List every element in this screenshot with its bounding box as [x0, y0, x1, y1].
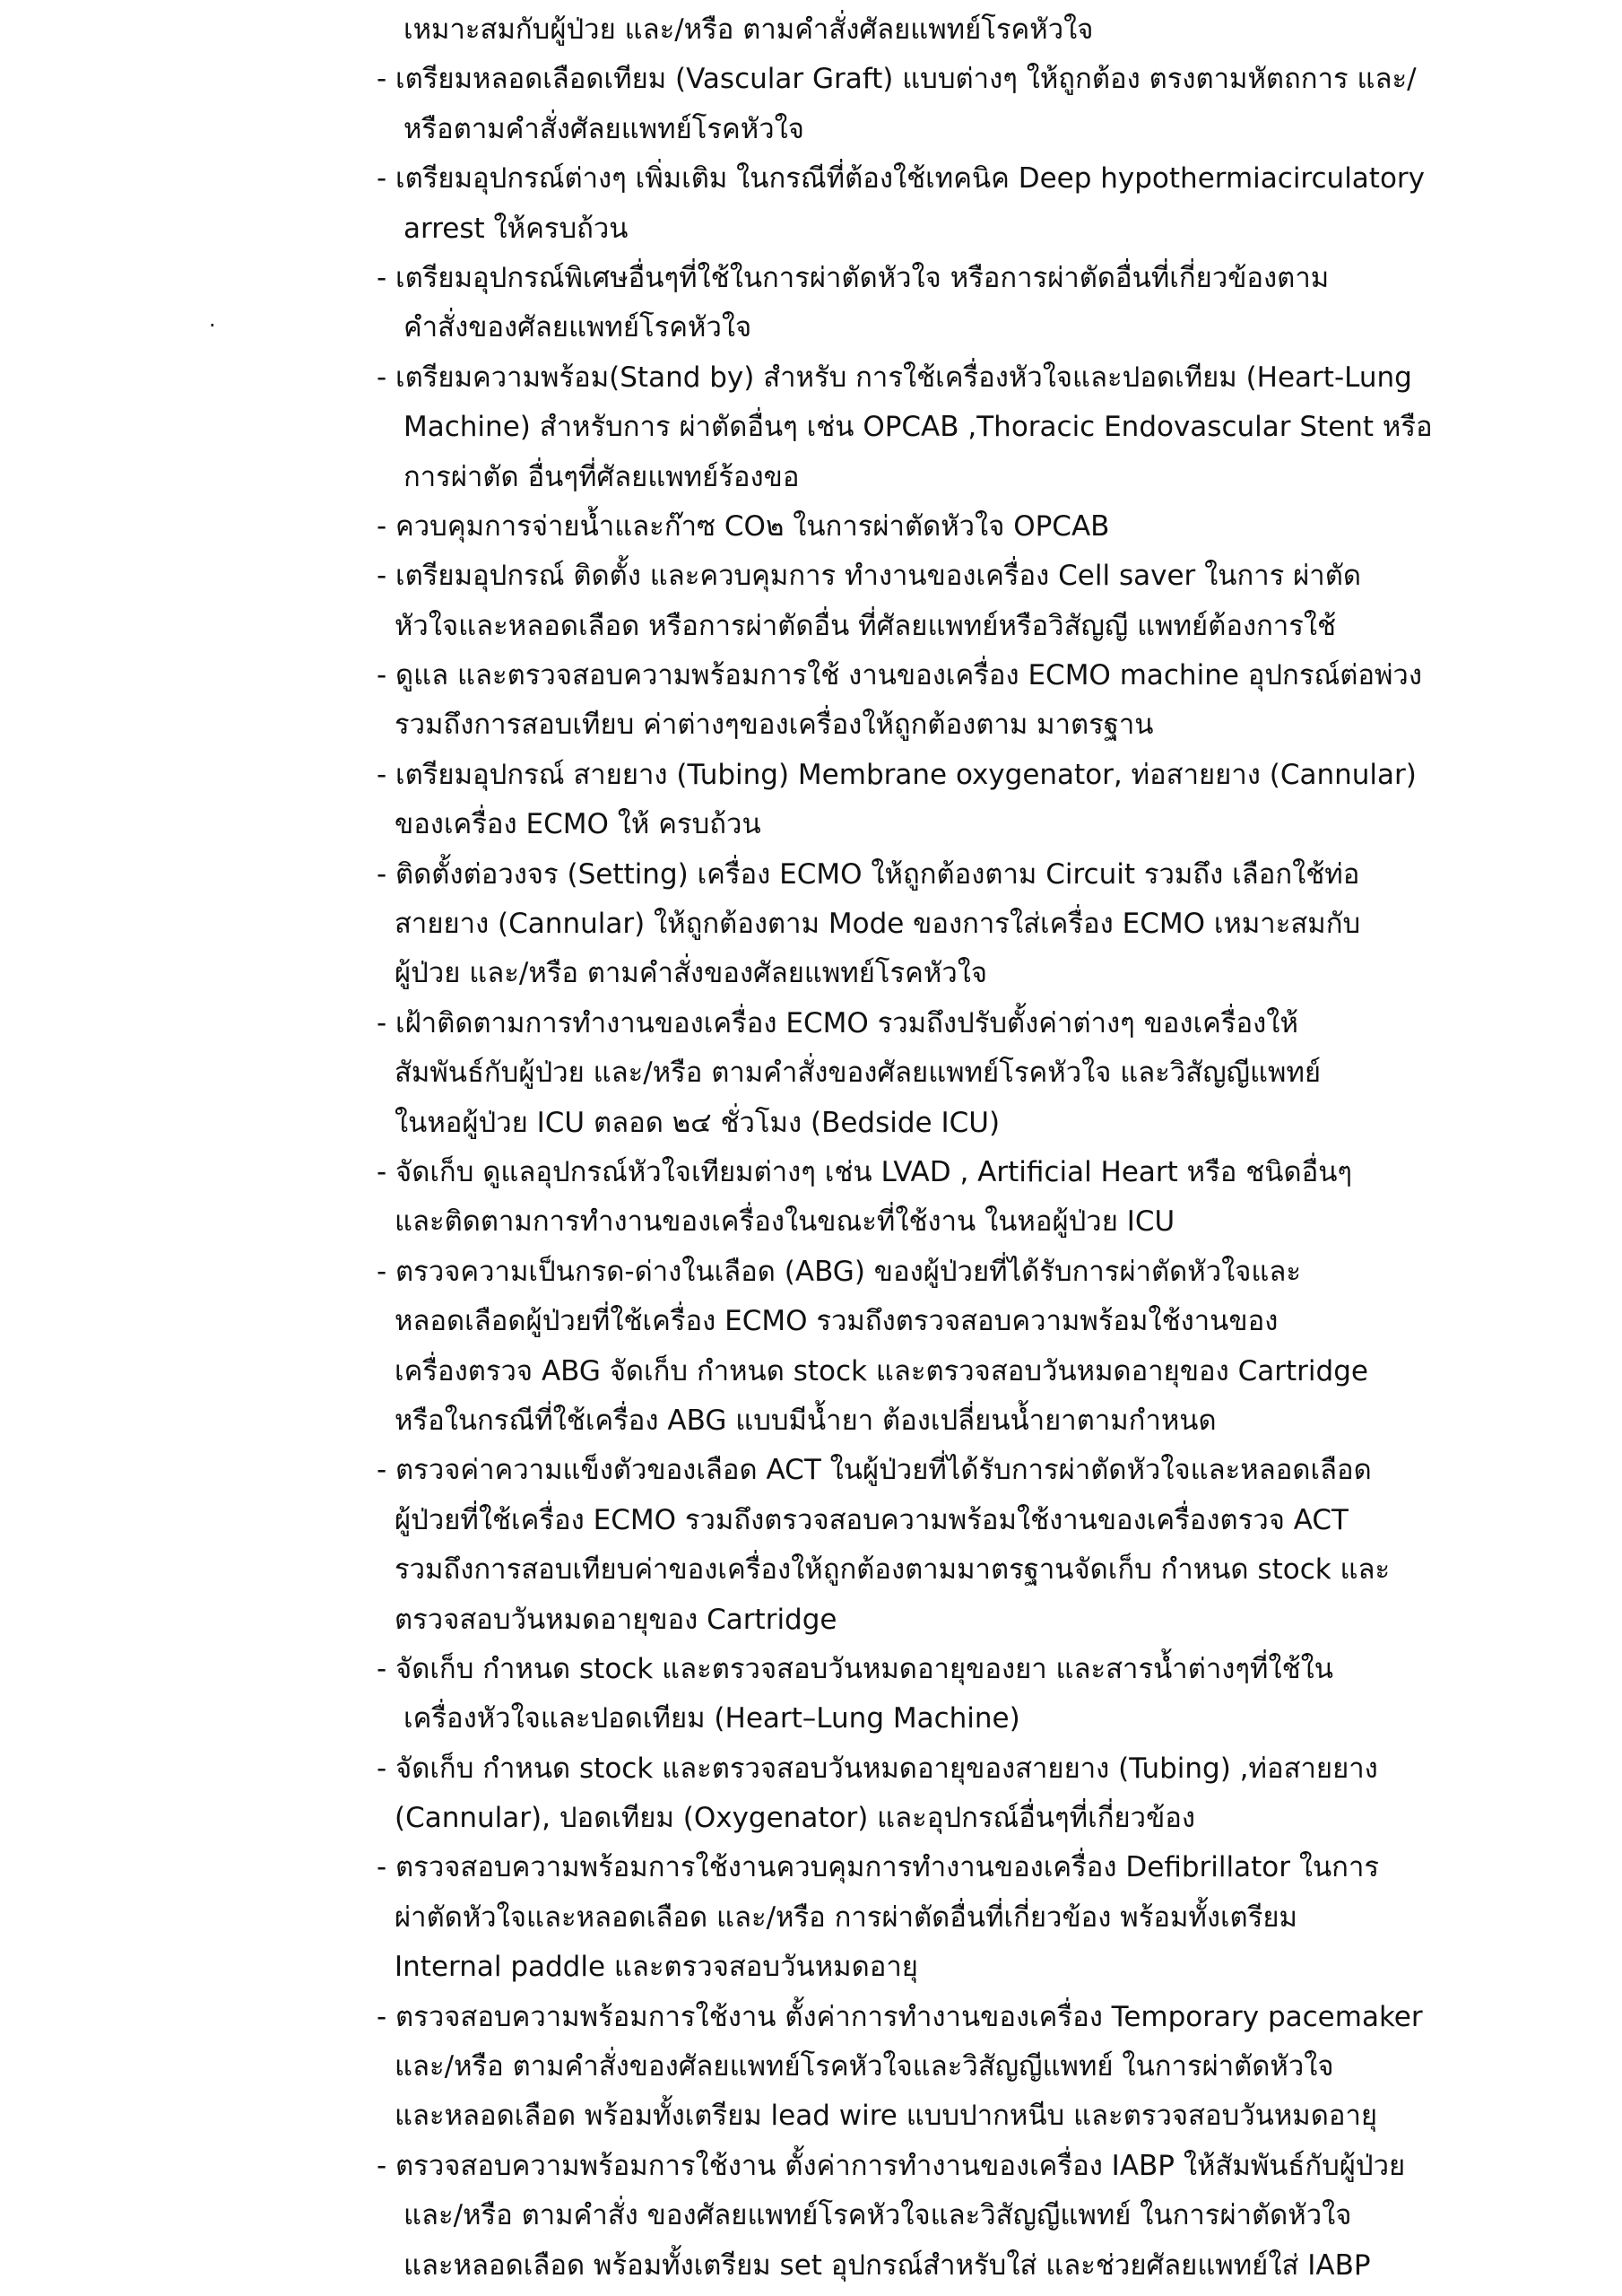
- list-item-continuation-line: และ/หรือ ตามคำสั่งของศัลยแพทย์โรคหัวใจและวิสัญญีแพทย์ ในการผ่าตัดหัวใจ: [395, 2050, 1334, 2083]
- list-item-continuation-line: และหลอดเลือด พร้อมทั้งเตรียม lead wire แบบปากหนีบ และตรวจสอบวันหมดอายุ: [395, 2100, 1378, 2133]
- list-item-continuation-line: สายยาง (Cannular) ให้ถูกต้องตาม Mode ของการใส่เครื่อง ECMO เหมาะสมกับ: [395, 908, 1361, 941]
- list-item-first-line: - จัดเก็บ กำหนด stock และตรวจสอบวันหมดอายุของยา และสารน้ำต่างๆที่ใช้ใน: [377, 1652, 1333, 1685]
- list-item-first-line: - จัดเก็บ กำหนด stock และตรวจสอบวันหมดอายุของสายยาง (Tubing) ,ท่อสายยาง: [377, 1752, 1378, 1785]
- list-item-continuation-line: ในหอผู้ป่วย ICU ตลอด ๒๔ ชั่วโมง (Bedside ICU): [395, 1106, 1001, 1139]
- list-item-continuation-line: รวมถึงการสอบเทียบ ค่าต่างๆของเครื่องให้ถูกต้องตาม มาตรฐาน: [395, 709, 1154, 742]
- list-item-first-line: - เฝ้าติดตามการทำงานของเครื่อง ECMO รวมถึงปรับตั้งค่าต่างๆ ของเครื่องให้: [377, 1006, 1298, 1039]
- list-item-continuation-line: Machine) สำหรับการ ผ่าตัดอื่นๆ เช่น OPCAB ,Thoracic Endovascular Stent หรือ: [403, 411, 1433, 444]
- list-item-continuation-line: หัวใจและหลอดเลือด หรือการผ่าตัดอื่น ที่ศัลยแพทย์หรือวิสัญญี แพทย์ต้องการใช้: [395, 609, 1337, 642]
- list-item-first-line: - ควบคุมการจ่ายน้ำและก๊าซ CO๒ ในการผ่าตัดหัวใจ OPCAB: [377, 509, 1110, 543]
- document-body: [377, 5, 1453, 2291]
- list-item-first-line: - เตรียมความพร้อม(Stand by) สำหรับ การใช้เครื่องหัวใจและปอดเทียม (Heart-Lung: [377, 361, 1412, 394]
- list-item-continuation-line: ผู้ป่วยที่ใช้เครื่อง ECMO รวมถึงตรวจสอบความพร้อมใช้งานของเครื่องตรวจ ACT: [395, 1503, 1349, 1536]
- list-item-continuation-line: (Cannular), ปอดเทียม (Oxygenator) และอุปกรณ์อื่นๆที่เกี่ยวข้อง: [395, 1802, 1196, 1835]
- list-item-continuation-line: เครื่องหัวใจและปอดเทียม (Heart–Lung Machine): [403, 1702, 1020, 1735]
- list-item-continuation-line: รวมถึงการสอบเทียบค่าของเครื่องให้ถูกต้องตามมาตรฐานจัดเก็บ กำหนด stock และ: [395, 1553, 1391, 1587]
- stray-dot-mark: .: [209, 307, 216, 332]
- list-item-continuation-line: หรือในกรณีที่ใช้เครื่อง ABG แบบมีน้ำยา ต้องเปลี่ยนน้ำยาตามกำหนด: [395, 1404, 1217, 1437]
- list-item-first-line: - เตรียมหลอดเลือดเทียม (Vascular Graft) แบบต่างๆ ให้ถูกต้อง ตรงตามหัตถการ และ/: [377, 63, 1417, 96]
- list-item-first-line: - ตรวจสอบความพร้อมการใช้งานควบคุมการทำงานของเครื่อง Defibrillator ในการ: [377, 1851, 1380, 1884]
- list-item-continuation-line: arrest ให้ครบถ้วน: [403, 212, 629, 245]
- list-item-continuation-line: การผ่าตัด อื่นๆที่ศัลยแพทย์ร้องขอ: [403, 460, 800, 493]
- list-item-first-line: - เตรียมอุปกรณ์ต่างๆ เพิ่มเติม ในกรณีที่ต้องใช้เทคนิค Deep hypothermiacirculatory: [377, 162, 1426, 196]
- list-item-first-line: - ดูแล และตรวจสอบความพร้อมการใช้ งานของเครื่อง ECMO machine อุปกรณ์ต่อพ่วง: [377, 659, 1422, 692]
- list-item-continuation-line: เครื่องตรวจ ABG จัดเก็บ กำหนด stock และตรวจสอบวันหมดอายุของ Cartridge: [395, 1354, 1368, 1387]
- list-item-first-line: - ตรวจความเป็นกรด-ด่างในเลือด (ABG) ของผู้ป่วยที่ได้รับการผ่าตัดหัวใจและ: [377, 1255, 1302, 1288]
- list-item-continuation-line: และ/หรือ ตามคำสั่ง ของศัลยแพทย์โรคหัวใจและวิสัญญีแพทย์ ในการผ่าตัดหัวใจ: [403, 2199, 1352, 2232]
- list-item-continuation-line: และหลอดเลือด พร้อมทั้งเตรียม set อุปกรณ์สำหรับใส่ และช่วยศัลยแพทย์ใส่ IABP: [403, 2248, 1371, 2282]
- list-item-continuation-line: หรือตามคำสั่งศัลยแพทย์โรคหัวใจ: [403, 112, 804, 145]
- list-item-continuation-line: ของเครื่อง ECMO ให้ ครบถ้วน: [395, 808, 761, 841]
- list-item-continuation-line: ตรวจสอบวันหมดอายุของ Cartridge: [395, 1603, 837, 1636]
- list-item-continuation-line: หลอดเลือดผู้ป่วยที่ใช้เครื่อง ECMO รวมถึงตรวจสอบความพร้อมใช้งานของ: [395, 1305, 1279, 1338]
- list-item-continuation-line: และติดตามการทำงานของเครื่องในขณะที่ใช้งาน ในหอผู้ป่วย ICU: [395, 1205, 1175, 1239]
- list-item-first-line: - จัดเก็บ ดูแลอุปกรณ์หัวใจเทียมต่างๆ เช่น LVAD , Artificial Heart หรือ ชนิดอื่นๆ: [377, 1155, 1353, 1188]
- list-item-first-line: - เตรียมอุปกรณ์พิเศษอื่นๆที่ใช้ในการผ่าตัดหัวใจ หรือการผ่าตัดอื่นที่เกี่ยวข้องตาม: [377, 261, 1330, 294]
- list-item-continuation-line: คำสั่งของศัลยแพทย์โรคหัวใจ: [403, 311, 752, 344]
- list-item-first-line: - เตรียมอุปกรณ์ ติดตั้ง และควบคุมการ ทำงานของเครื่อง Cell saver ในการ ผ่าตัด: [377, 560, 1361, 593]
- list-item-first-line: - เตรียมอุปกรณ์ สายยาง (Tubing) Membrane oxygenator, ท่อสายยาง (Cannular): [377, 758, 1417, 791]
- list-item-continuation-line: สัมพันธ์กับผู้ป่วย และ/หรือ ตามคำสั่งของศัลยแพทย์โรคหัวใจ และวิสัญญีแพทย์: [395, 1057, 1322, 1090]
- list-item-continuation-line: ผู้ป่วย และ/หรือ ตามคำสั่งของศัลยแพทย์โรคหัวใจ: [395, 957, 988, 990]
- list-item-continuation-line: เหมาะสมกับผู้ป่วย และ/หรือ ตามคำสั่งศัลยแพทย์โรคหัวใจ: [403, 13, 1094, 46]
- list-item-first-line: - ตรวจสอบความพร้อมการใช้งาน ตั้งค่าการทำงานของเครื่อง Temporary pacemaker: [377, 2000, 1423, 2033]
- list-item-continuation-line: Internal paddle และตรวจสอบวันหมดอายุ: [395, 1951, 918, 1984]
- list-item-continuation-line: ผ่าตัดหัวใจและหลอดเลือด และ/หรือ การผ่าตัดอื่นที่เกี่ยวข้อง พร้อมทั้งเตรียม: [395, 1900, 1297, 1934]
- list-item-first-line: - ตรวจค่าความแข็งตัวของเลือด ACT ในผู้ป่วยที่ได้รับการผ่าตัดหัวใจและหลอดเลือด: [377, 1454, 1372, 1487]
- list-item-first-line: - ติดตั้งต่อวงจร (Setting) เครื่อง ECMO ให้ถูกต้องตาม Circuit รวมถึง เลือกใช้ท่อ: [377, 857, 1360, 891]
- list-item-first-line: - ตรวจสอบความพร้อมการใช้งาน ตั้งค่าการทำงานของเครื่อง IABP ให้สัมพันธ์กับผู้ป่วย: [377, 2149, 1406, 2182]
